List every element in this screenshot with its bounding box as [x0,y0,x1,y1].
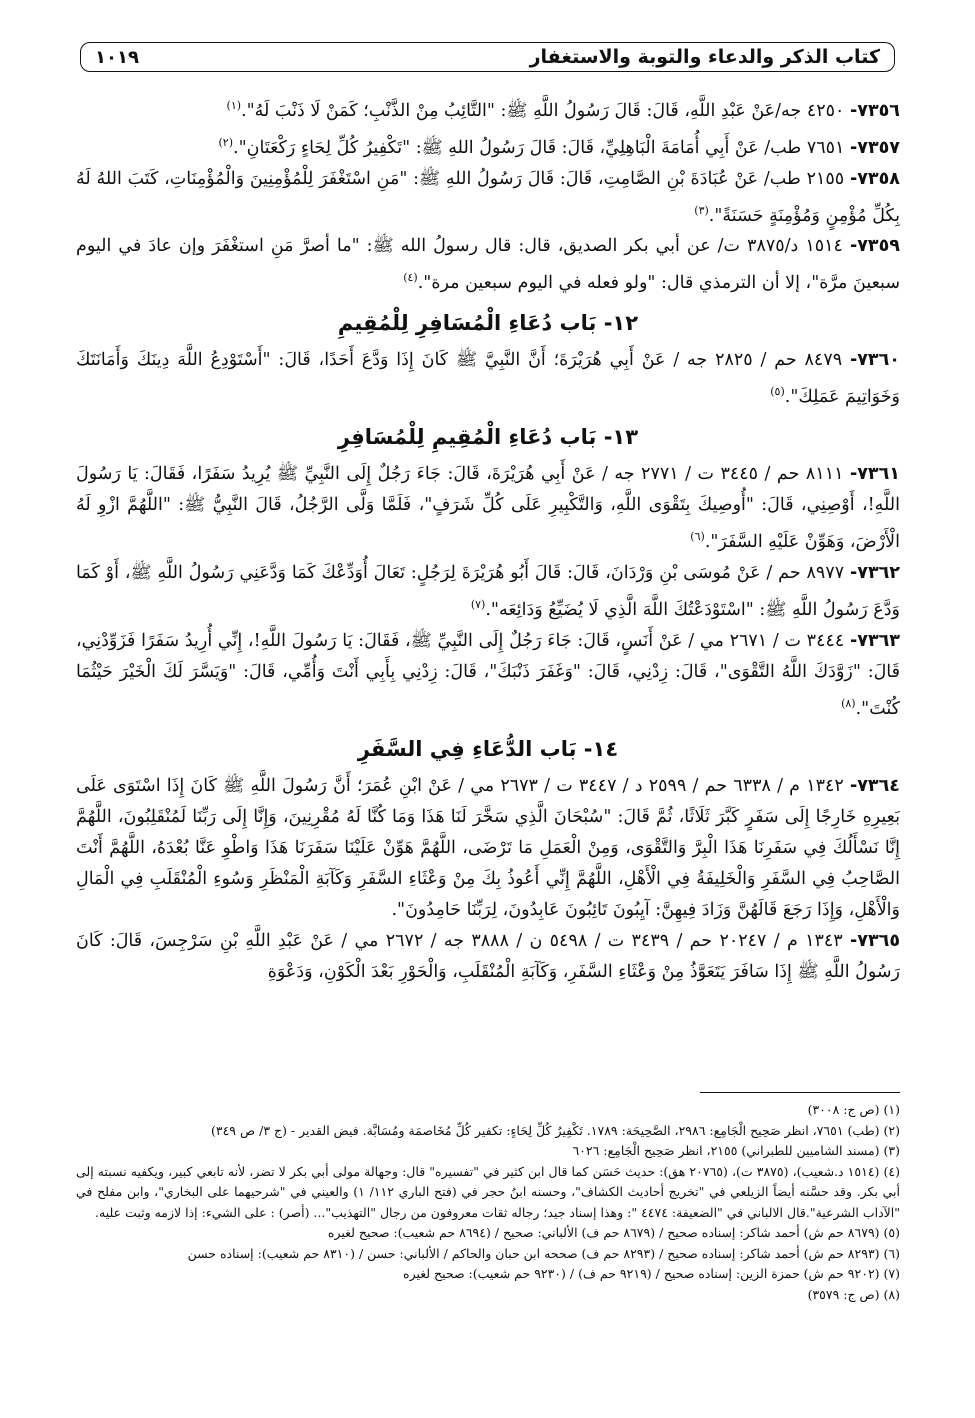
hadith-7363 [76,626,900,725]
hadith-number: ٧٣٥٦- [850,100,900,121]
hadith-number: ٧٣٦٣- [850,630,900,651]
footnote-ref[interactable]: (٨) [841,696,856,710]
footnote-7: (٧) (٩٢٠٢ حم ش) حمزة الزين: إسناده صحيح / (٩٢١٩ حم ف) / (٩٢٣٠ حم شعيب): صحيح لغيره [403,1266,900,1281]
book-title: كتاب الذكر والدعاء والتوبة والاستغفار [529,46,880,68]
hadith-number: ٧٣٥٩- [849,236,900,257]
hadith-7359 [76,231,900,299]
hadith-7362 [76,558,900,626]
hadith-text: ٨٤٧٩ حم / ٢٨٢٥ جه / عَنْ أَبِي هُرَيْرَةَ؛ أَنَّ النَّبِيَّ ﷺ كَانَ إِذَا وَدَّعَ أَحَدًا، قَالَ: "أَسْتَوْدِعُ اللَّهَ دِينَكَ وَأَمَانَتَكَ وَخَوَاتِيمَ عَمَلِكَ". [76,350,900,408]
footnote-ref[interactable]: (٢) [218,135,233,149]
hadith-7361 [76,459,900,558]
hadith-text: ١٥١٤ د/٣٨٧٥ ت/ عن أبي بكر الصديق، قال: قال رسولُ الله ﷺ: "ما أصرَّ مَنِ استغْفَرَ وإن عادَ في اليوم سبعينَ مرَّة"، إلا أن الترمذي قال: "ولو فعله في اليوم سبعين مرة". [76,236,900,294]
chapter-heading-13: ١٣- بَاب دُعَاءِ الْمُقِيمِ لِلْمُسَافِرِ [337,425,639,450]
hadith-number: ٧٣٥٧- [850,137,900,158]
footnote-ref[interactable]: (٤) [403,271,418,285]
hadith-number: ٧٣٦٢- [850,562,900,583]
footnote-1: (١) (ص ج: ٣٠٠٨) [807,1102,900,1117]
hadith-text: ٤٢٥٠ جه/عَنْ عَبْدِ اللَّهِ، قَالَ: قَالَ رَسُولُ اللَّهِ ﷺ: "التَّائِبُ مِنْ الذَّنْبِ؛ كَمَنْ لَا ذَنْبَ لَهُ". [241,100,845,121]
hadith-number: ٧٣٦١- [849,464,900,485]
hadith-7360 [76,345,900,413]
hadith-text: ٣٤٤٤ ت / ٢٦٧١ مي / عَنْ أَنَسٍ، قَالَ: جَاءَ رَجُلٌ إِلَى النَّبِيِّ ﷺ، فَقَالَ: يَا رَسُولَ اللَّهِ!، إِنِّي أُرِيدُ سَفَرًا فَزَوِّدْنِي، قَالَ: "زَوَّدَكَ اللَّهُ التَّقْوَى"، قَالَ: زِدْنِي، قَالَ: "وَغَفَرَ ذَنْبَكَ"، قَالَ: زِدْنِي بِأَبِي أَنْتَ وَأُمِّي، قَالَ: "وَيَسَّرَ لَكَ الْخَيْرَ حَيْثُمَا كُنْتَ". [76,630,900,719]
hadith-7356 [76,90,900,127]
footnote-5: (٥) (٨٦٧٩ حم ش) أحمد شاكر: إسناده صحيح / (٨٦٧٩ حم ف) الألباني: صحيح / (٨٦٩٤ حم شعيب): صحيح لغيره [327,1225,900,1240]
hadith-text: ٨٩٧٧ حم / عَنْ مُوسَى بْنِ وَرْدَانَ، قَالَ: قَالَ أَبُو هُرَيْرَةَ لِرَجُلٍ: تَعَالَ أُوَدِّعْكَ كَمَا وَدَّعَنِي رَسُولُ اللَّهِ ﷺ، أَوْ كَمَا وَدَّعَ رَسُولُ اللَّهِ ﷺ: "اسْتَوْدَعْتُكَ اللَّهَ الَّذِي لَا يُضَيِّعُ وَدَائِعَه". [76,562,900,620]
hadith-7364 [76,771,900,926]
hadith-text: ٧٦٥١ طب/ عَنْ أَبِي أُمَامَةَ الْبَاهِلِيِّ، قَالَ: قَالَ رَسُولُ اللهِ ﷺ: "تَكْفِيرُ كُلِّ لِحَاءٍ رَكْعَتَانِ". [233,137,845,158]
footnotes [76,1100,900,1305]
running-header [80,42,895,72]
hadith-7365 [76,926,900,988]
footnote-2: (٢) (طب) ٧٦٥١، انظر صَحِيح الْجَامِع: ٢٩٨٦، الصَّحِيحَة: ١٧٨٩. تَكْفِيرُ كُلِّ لِحَاءٍ: تكفير كُلِّ مُخَاصمَة ومُسَابَّة. فيض القدير - (ج ٣/ ص ٣٤٩) [210,1122,900,1138]
footnote-ref[interactable]: (٥) [770,385,785,399]
hadith-number: ٧٣٦٥- [850,930,901,951]
main-text [76,90,900,988]
footnote-8: (٨) (ص ج: ٣٥٧٩) [807,1286,900,1302]
hadith-7358 [76,164,900,232]
chapter-heading-12: ١٢- بَاب دُعَاءِ الْمُسَافِرِ لِلْمُقِيمِ [337,311,639,336]
hadith-text: ١٣٤٢ م / ٦٣٣٨ حم / ٢٥٩٩ د / ٣٤٤٧ ت / ٢٦٧٣ مي / عَنْ ابْنِ عُمَرَ؛ أَنَّ رَسُولَ اللَّهِ ﷺ كَانَ إِذَا اسْتَوَى عَلَى بَعِيرِهِ خَارِجًا إِلَى سَفَرٍ كَبَّرَ ثَلَاثًا، ثُمَّ قَالَ: "سُبْحَانَ الَّذِي سَخَّرَ لَنَا هَذَا وَمَا كُنَّا لَهُ مُقْرِنِينَ، وَإِنَّا إِلَى رَبِّنَا لَمُنْقَلِبُونَ، اللَّهُمَّ إِنَّا نَسْأَلُكَ فِي سَفَرِنَا هَذَا الْبِرَّ وَالتَّقْوَى، وَمِنْ الْعَمَلِ مَا تَرْضَى، اللَّهُمَّ هَوِّنْ عَلَيْنَا سَفَرَنَا هَذَا وَاطْوِ عَنَّا بُعْدَهُ، اللَّهُمَّ أَنْتَ الصَّاحِبُ فِي السَّفَرِ وَالْخَلِيفَةُ فِي الْأَهْلِ، اللَّهُمَّ إِنِّي أَعُوذُ بِكَ مِنْ وَعْثَاءِ السَّفَرِ وَكَآبَةِ الْمَنْظَرِ وَسُوءِ الْمُنْقَلَبِ فِي الْمَالِ وَالْأَهْلِ، وَإِذَا رَجَعَ قَالَهُنَّ وَزَادَ فِيهِنَّ: آيِبُونَ تَائِبُونَ عَابِدُونَ، لِرَبِّنَا حَامِدُونَ". [76,775,900,920]
hadith-number: ٧٣٥٨- [849,168,900,189]
footnote-ref[interactable]: (٧) [470,597,486,611]
footnote-ref[interactable]: (٦) [690,530,705,544]
footnote-ref[interactable]: (٣) [694,203,709,217]
hadith-number: ٧٣٦٠- [849,350,900,371]
chapter-heading-14: ١٤- بَاب الدُّعَاءِ فِي السَّفَرِ [357,736,619,761]
footnote-separator [700,1092,900,1093]
footnote-6: (٦) (٨٢٩٣ حم ش) أحمد شاكر: إسناده صحيح / (٨٢٩٣ حم ف) صححه ابن حبان والحاكم / الألباني: حسن / (٨٣١٠ حم شعيب): إسناده حسن [187,1245,900,1261]
hadith-number: ٧٣٦٤- [849,775,900,796]
page-number: ١٠١٩ [95,46,139,68]
footnote-ref[interactable]: (١) [226,99,242,112]
hadith-text: ١٣٤٣ م / ٢٠٢٤٧ حم / ٣٤٣٩ ت / ٥٤٩٨ ن / ٣٨٨٨ جه / ٢٦٧٢ مي / عَنْ عَبْدِ اللَّهِ بْنِ سَرْجِسَ، قَالَ: كَانَ رَسُولُ اللَّهِ ﷺ إِذَا سَافَرَ يَتَعَوَّذُ مِنْ وَعْثَاءِ السَّفَرِ، وَكَآبَةِ الْمُنْقَلَبِ، وَالْحَوْرِ بَعْدَ الْكَوْنِ، وَدَعْوَةِ [76,930,900,982]
footnote-3: (٣) (مسند الشاميين للطبراني) ٢١٥٥، انظر صَحِيح الْجَامِع: ٦٠٢٦ [572,1143,900,1158]
footnote-4: (٤) (١٥١٤ د.شعيب)، (٣٨٧٥ ت)، (٢٠٧٦٥ هق): حديث حَسَن كما قال ابن كثير في "تفسيره" قال: وجهالة مولى أبي بكر لا تضر، لأنه تابعي كبير، ويكفيه نسبته إلى أبي بكر. وقد حسَّنه أيضاً الزيلعي في "تخريج أحاديث الكشاف"، وحسنه ابنُ حجر في (فتح الباري ١١٢/ ١) والعيني في "شرحيهما على البخاري"، وابن مفلح في "الآداب الشرعية".قال الالباني في "الضعيفة: ٤٤٧٤ ": وهذا إسناد جيد؛ رجاله ثقات معروفون من رجال "التهذيب"... (أصر) : على الشيء: إذا لازمه وثبت عليه. [76,1163,900,1220]
hadith-text: ٨١١١ حم / ٣٤٤٥ ت / ٢٧٧١ جه / عَنْ أَبِي هُرَيْرَةَ، قَالَ: جَاءَ رَجُلٌ إِلَى النَّبِيِّ ﷺ يُرِيدُ سَفَرًا، فَقَالَ: يَا رَسُولَ اللَّهِ!، أَوْصِنِي، قَالَ: "أُوصِيكَ بِتَقْوَى اللَّهِ، وَالتَّكْبِيرِ عَلَى كُلِّ شَرَفٍ"، فَلَمَّا وَلَّى الرَّجُلُ، قَالَ النَّبِيُّ ﷺ: "اللَّهُمَّ ازْوِ لَهُ الْأَرْضَ، وَهَوِّنْ عَلَيْهِ السَّفَرَ". [76,464,900,552]
hadith-text: ٢١٥٥ طب/ عَنْ عُبَادَةَ بْنِ الصَّامِتِ، قَالَ: قَالَ رَسُولُ اللهِ ﷺ: "مَنِ اسْتَغْفَرَ لِلْمُؤْمِنِينَ وَالْمُؤْمِنَاتِ، كَتَبَ اللهُ لَهُ بِكُلِّ مُؤْمِنٍ وَمُؤْمِنَةٍ حَسَنَةً". [76,168,900,226]
hadith-7357 [76,127,900,164]
